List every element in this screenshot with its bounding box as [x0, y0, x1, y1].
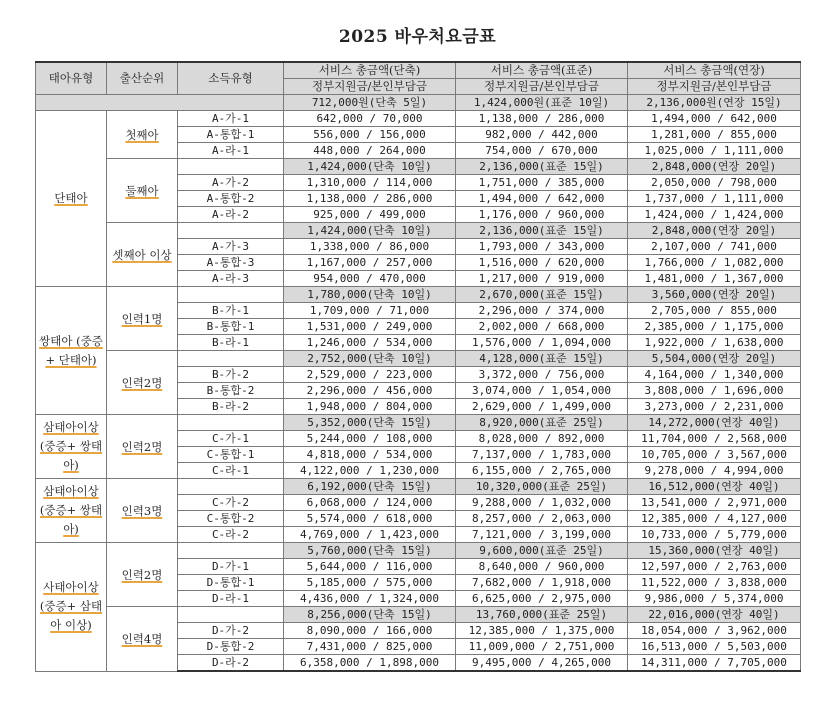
header-split-standard: 정부지원금/본인부담금 [456, 79, 628, 95]
split-standard-cell: 1,576,000 / 1,094,000 [456, 335, 628, 351]
total-extended: 2,848,000(연장 20일) [628, 223, 801, 239]
base-blank [36, 95, 284, 111]
split-extended-cell: 11,522,000 / 3,838,000 [628, 575, 801, 591]
split-extended-cell: 1,025,000 / 1,111,000 [628, 143, 801, 159]
birth-order-label: 인력1명 [121, 311, 163, 326]
subtotal-row [36, 287, 801, 303]
split-extended-cell: 4,164,000 / 1,340,000 [628, 367, 801, 383]
split-short-cell: 8,090,000 / 166,000 [284, 623, 456, 639]
total-extended: 22,016,000(연장 40일) [628, 607, 801, 623]
split-standard-cell: 754,000 / 670,000 [456, 143, 628, 159]
split-extended-cell: 14,311,000 / 7,705,000 [628, 655, 801, 672]
split-short-cell: 1,246,000 / 534,000 [284, 335, 456, 351]
total-standard: 2,670,000(표준 15일) [456, 287, 628, 303]
income-blank [178, 415, 284, 431]
split-standard-cell: 2,296,000 / 374,000 [456, 303, 628, 319]
split-short-cell: 448,000 / 264,000 [284, 143, 456, 159]
split-short-cell: 556,000 / 156,000 [284, 127, 456, 143]
split-standard-cell: 982,000 / 442,000 [456, 127, 628, 143]
split-standard-cell: 7,682,000 / 1,918,000 [456, 575, 628, 591]
total-extended: 3,560,000(연장 20일) [628, 287, 801, 303]
split-standard-cell: 2,002,000 / 668,000 [456, 319, 628, 335]
split-extended-cell: 1,766,000 / 1,082,000 [628, 255, 801, 271]
split-short-cell: 1,338,000 / 86,000 [284, 239, 456, 255]
total-extended: 2,848,000(연장 20일) [628, 159, 801, 175]
income-type-cell: A-가-2 [178, 175, 284, 191]
income-type-cell: D-라-1 [178, 591, 284, 607]
split-short-cell: 4,436,000 / 1,324,000 [284, 591, 456, 607]
income-type-cell: C-가-1 [178, 431, 284, 447]
subtotal-row [36, 543, 801, 559]
income-blank [178, 543, 284, 559]
split-standard-cell: 8,028,000 / 892,000 [456, 431, 628, 447]
split-standard-cell: 1,217,000 / 919,000 [456, 271, 628, 287]
subtotal-row [36, 479, 801, 495]
header-birth-order: 출산순위 [107, 62, 178, 95]
split-extended-cell: 2,385,000 / 1,175,000 [628, 319, 801, 335]
split-short-cell: 6,358,000 / 1,898,000 [284, 655, 456, 672]
split-short-cell: 5,185,000 / 575,000 [284, 575, 456, 591]
fetus-type-cell [36, 287, 107, 415]
subtotal-row [36, 223, 801, 239]
split-short-cell: 1,138,000 / 286,000 [284, 191, 456, 207]
income-type-cell: A-통합-2 [178, 191, 284, 207]
fetus-type-cell [36, 479, 107, 543]
income-type-cell: B-통합-2 [178, 383, 284, 399]
header-income-type: 소득유형 [178, 62, 284, 95]
income-type-cell: D-통합-2 [178, 639, 284, 655]
income-blank [178, 479, 284, 495]
income-type-cell: B-라-1 [178, 335, 284, 351]
subtotal-row [36, 159, 801, 175]
page-title: 2025 바우처요금표 [338, 27, 497, 47]
income-type-cell: A-통합-3 [178, 255, 284, 271]
birth-order-cell [107, 159, 178, 223]
subtotal-row [36, 415, 801, 431]
split-extended-cell: 9,986,000 / 5,374,000 [628, 591, 801, 607]
split-short-cell: 5,574,000 / 618,000 [284, 511, 456, 527]
split-extended-cell: 2,050,000 / 798,000 [628, 175, 801, 191]
total-short: 1,424,000(단축 10일) [284, 223, 456, 239]
split-standard-cell: 7,121,000 / 3,199,000 [456, 527, 628, 543]
voucher-fee-table [35, 61, 801, 672]
split-extended-cell: 10,733,000 / 5,779,000 [628, 527, 801, 543]
split-standard-cell: 1,751,000 / 385,000 [456, 175, 628, 191]
total-short: 8,256,000(단축 15일) [284, 607, 456, 623]
split-standard-cell: 11,009,000 / 2,751,000 [456, 639, 628, 655]
split-short-cell: 7,431,000 / 825,000 [284, 639, 456, 655]
split-short-cell: 5,244,000 / 108,000 [284, 431, 456, 447]
income-type-cell: B-통합-1 [178, 319, 284, 335]
split-extended-cell: 12,597,000 / 2,763,000 [628, 559, 801, 575]
income-type-cell: A-통합-1 [178, 127, 284, 143]
split-extended-cell: 1,281,000 / 855,000 [628, 127, 801, 143]
split-extended-cell: 11,704,000 / 2,568,000 [628, 431, 801, 447]
fetus-type-cell [36, 415, 107, 479]
birth-order-cell [107, 351, 178, 415]
split-short-cell: 5,644,000 / 116,000 [284, 559, 456, 575]
split-short-cell: 1,948,000 / 804,000 [284, 399, 456, 415]
birth-order-label: 인력4명 [121, 631, 163, 646]
total-extended: 5,504,000(연장 20일) [628, 351, 801, 367]
split-extended-cell: 2,107,000 / 741,000 [628, 239, 801, 255]
split-standard-cell: 9,495,000 / 4,265,000 [456, 655, 628, 672]
income-type-cell: A-라-3 [178, 271, 284, 287]
base-total-standard: 1,424,000원(표준 10일) [456, 95, 628, 111]
split-standard-cell: 1,494,000 / 642,000 [456, 191, 628, 207]
income-type-cell: D-라-2 [178, 655, 284, 672]
base-total-extended: 2,136,000원(연장 15일) [628, 95, 801, 111]
income-type-cell: C-라-1 [178, 463, 284, 479]
split-standard-cell: 1,138,000 / 286,000 [456, 111, 628, 127]
birth-order-cell [107, 287, 178, 351]
split-extended-cell: 18,054,000 / 3,962,000 [628, 623, 801, 639]
header-fetus-type: 태아유형 [36, 62, 107, 95]
total-short: 6,192,000(단축 15일) [284, 479, 456, 495]
fetus-type-label: 사태아이상 (중증+ 삼태아 이상) [39, 580, 103, 633]
total-standard: 13,760,000(표준 25일) [456, 607, 628, 623]
split-short-cell: 4,122,000 / 1,230,000 [284, 463, 456, 479]
split-standard-cell: 3,372,000 / 756,000 [456, 367, 628, 383]
subtotal-row [36, 607, 801, 623]
split-short-cell: 954,000 / 470,000 [284, 271, 456, 287]
split-standard-cell: 1,176,000 / 960,000 [456, 207, 628, 223]
split-short-cell: 1,167,000 / 257,000 [284, 255, 456, 271]
total-standard: 10,320,000(표준 25일) [456, 479, 628, 495]
split-extended-cell: 9,278,000 / 4,994,000 [628, 463, 801, 479]
birth-order-label: 인력2명 [121, 567, 163, 582]
income-type-cell: C-라-2 [178, 527, 284, 543]
income-type-cell: A-가-3 [178, 239, 284, 255]
split-extended-cell: 1,481,000 / 1,367,000 [628, 271, 801, 287]
split-standard-cell: 6,625,000 / 2,975,000 [456, 591, 628, 607]
total-standard: 9,600,000(표준 25일) [456, 543, 628, 559]
split-extended-cell: 16,513,000 / 5,503,000 [628, 639, 801, 655]
fetus-type-label: 삼태아이상 (중증+ 쌍태아) [39, 484, 103, 536]
birth-order-cell [107, 415, 178, 479]
income-blank [178, 287, 284, 303]
header-short: 서비스 총금액(단축) [284, 62, 456, 79]
split-short-cell: 1,310,000 / 114,000 [284, 175, 456, 191]
split-extended-cell: 1,737,000 / 1,111,000 [628, 191, 801, 207]
income-type-cell: D-가-2 [178, 623, 284, 639]
split-extended-cell: 3,273,000 / 2,231,000 [628, 399, 801, 415]
income-type-cell: C-가-2 [178, 495, 284, 511]
total-standard: 4,128,000(표준 15일) [456, 351, 628, 367]
fetus-type-cell [36, 543, 107, 672]
birth-order-cell [107, 543, 178, 607]
split-extended-cell: 1,494,000 / 642,000 [628, 111, 801, 127]
income-type-cell: B-가-2 [178, 367, 284, 383]
total-standard: 2,136,000(표준 15일) [456, 223, 628, 239]
split-standard-cell: 12,385,000 / 1,375,000 [456, 623, 628, 639]
total-extended: 16,512,000(연장 40일) [628, 479, 801, 495]
split-short-cell: 2,296,000 / 456,000 [284, 383, 456, 399]
total-short: 5,760,000(단축 15일) [284, 543, 456, 559]
income-type-cell: A-라-1 [178, 143, 284, 159]
income-type-cell: A-라-2 [178, 207, 284, 223]
split-extended-cell: 2,705,000 / 855,000 [628, 303, 801, 319]
fetus-type-label: 단태아 [54, 191, 88, 205]
total-short: 1,424,000(단축 10일) [284, 159, 456, 175]
split-short-cell: 4,818,000 / 534,000 [284, 447, 456, 463]
split-short-cell: 642,000 / 70,000 [284, 111, 456, 127]
total-short: 2,752,000(단축 10일) [284, 351, 456, 367]
income-type-cell: D-통합-1 [178, 575, 284, 591]
split-short-cell: 1,709,000 / 71,000 [284, 303, 456, 319]
income-type-cell: D-가-1 [178, 559, 284, 575]
birth-order-cell [107, 223, 178, 287]
table-row [36, 111, 801, 127]
subtotal-row [36, 351, 801, 367]
split-standard-cell: 7,137,000 / 1,783,000 [456, 447, 628, 463]
birth-order-label: 셋째아 이상 [112, 247, 172, 262]
split-standard-cell: 1,516,000 / 620,000 [456, 255, 628, 271]
split-standard-cell: 1,793,000 / 343,000 [456, 239, 628, 255]
income-blank [178, 223, 284, 239]
income-type-cell: B-라-2 [178, 399, 284, 415]
split-short-cell: 1,531,000 / 249,000 [284, 319, 456, 335]
income-blank [178, 607, 284, 623]
header-standard: 서비스 총금액(표준) [456, 62, 628, 79]
split-short-cell: 4,769,000 / 1,423,000 [284, 527, 456, 543]
split-standard-cell: 2,629,000 / 1,499,000 [456, 399, 628, 415]
income-type-cell: A-가-1 [178, 111, 284, 127]
split-extended-cell: 1,922,000 / 1,638,000 [628, 335, 801, 351]
split-extended-cell: 1,424,000 / 1,424,000 [628, 207, 801, 223]
birth-order-label: 첫째아 [125, 127, 159, 142]
fetus-type-cell [36, 111, 107, 287]
split-short-cell: 6,068,000 / 124,000 [284, 495, 456, 511]
split-short-cell: 2,529,000 / 223,000 [284, 367, 456, 383]
fetus-type-label: 삼태아이상 (중증+ 쌍태아) [39, 420, 103, 472]
header-extended: 서비스 총금액(연장) [628, 62, 801, 79]
split-extended-cell: 13,541,000 / 2,971,000 [628, 495, 801, 511]
birth-order-label: 둘째아 [125, 183, 159, 198]
total-standard: 2,136,000(표준 15일) [456, 159, 628, 175]
income-blank [178, 351, 284, 367]
split-extended-cell: 10,705,000 / 3,567,000 [628, 447, 801, 463]
split-standard-cell: 3,074,000 / 1,054,000 [456, 383, 628, 399]
total-standard: 8,920,000(표준 25일) [456, 415, 628, 431]
header-split-short: 정부지원금/본인부담금 [284, 79, 456, 95]
birth-order-label: 인력2명 [121, 439, 163, 454]
split-standard-cell: 9,288,000 / 1,032,000 [456, 495, 628, 511]
split-standard-cell: 8,640,000 / 960,000 [456, 559, 628, 575]
birth-order-cell [107, 607, 178, 672]
birth-order-label: 인력3명 [121, 503, 163, 518]
total-extended: 15,360,000(연장 40일) [628, 543, 801, 559]
birth-order-cell [107, 479, 178, 543]
split-standard-cell: 6,155,000 / 2,765,000 [456, 463, 628, 479]
base-total-short: 712,000원(단축 5일) [284, 95, 456, 111]
birth-order-label: 인력2명 [121, 375, 163, 390]
split-standard-cell: 8,257,000 / 2,063,000 [456, 511, 628, 527]
birth-order-cell [107, 111, 178, 159]
split-extended-cell: 3,808,000 / 1,696,000 [628, 383, 801, 399]
income-blank [178, 159, 284, 175]
total-extended: 14,272,000(연장 40일) [628, 415, 801, 431]
income-type-cell: C-통합-1 [178, 447, 284, 463]
income-type-cell: B-가-1 [178, 303, 284, 319]
split-extended-cell: 12,385,000 / 4,127,000 [628, 511, 801, 527]
total-short: 1,780,000(단축 10일) [284, 287, 456, 303]
fetus-type-label: 쌍태아 (중증+ 단태아) [39, 333, 103, 367]
split-short-cell: 925,000 / 499,000 [284, 207, 456, 223]
header-split-extended: 정부지원금/본인부담금 [628, 79, 801, 95]
total-short: 5,352,000(단축 15일) [284, 415, 456, 431]
income-type-cell: C-통합-2 [178, 511, 284, 527]
